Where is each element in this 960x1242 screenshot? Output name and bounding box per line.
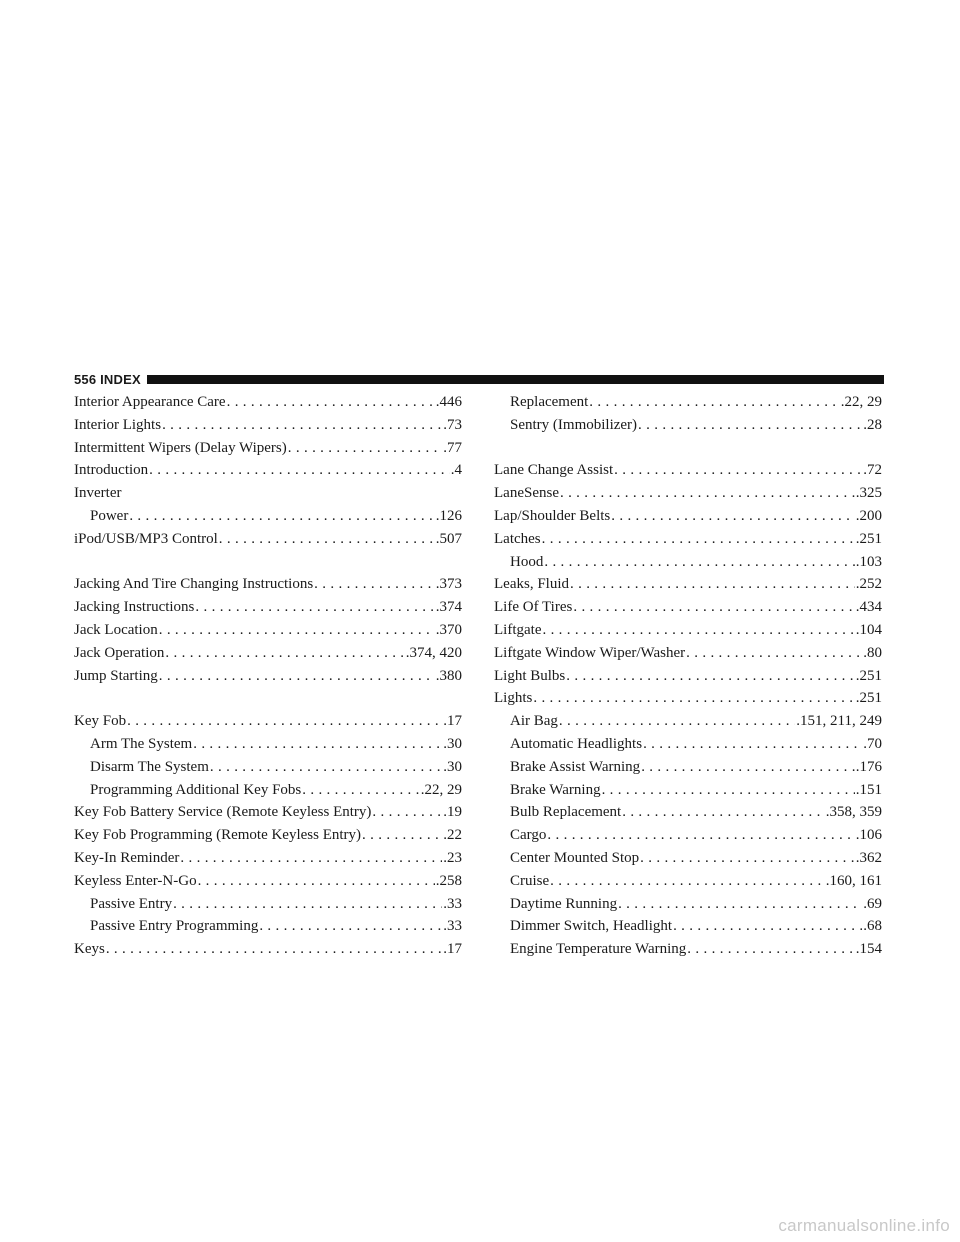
page-header-label bbox=[74, 372, 141, 387]
index-entry bbox=[74, 391, 462, 414]
index-entry bbox=[74, 573, 462, 596]
entry-term: Keyless Enter-N-Go bbox=[74, 872, 197, 889]
entry-gap bbox=[74, 687, 462, 710]
dot-leader bbox=[602, 779, 855, 802]
header-rule bbox=[147, 375, 884, 384]
entry-term: Key Fob bbox=[74, 713, 127, 730]
dot-leader bbox=[673, 915, 862, 938]
dot-leader bbox=[193, 733, 442, 756]
entry-pages: .30 bbox=[443, 758, 462, 775]
dot-leader bbox=[288, 437, 442, 460]
entry-term: Inverter bbox=[74, 485, 122, 502]
dot-leader bbox=[259, 915, 442, 938]
entry-term: Sentry (Immobilizer) bbox=[510, 416, 638, 433]
entry-term: Arm The System bbox=[90, 735, 193, 752]
index-subentry bbox=[494, 938, 882, 961]
dot-leader bbox=[611, 505, 855, 528]
entry-pages: .200 bbox=[855, 507, 882, 524]
index-entry bbox=[74, 642, 462, 665]
entry-pages: .325 bbox=[855, 485, 882, 502]
index-entry bbox=[74, 414, 462, 437]
page-header bbox=[74, 370, 884, 388]
dot-leader bbox=[559, 710, 795, 733]
index-entry bbox=[74, 482, 462, 505]
entry-term: Lights bbox=[494, 690, 533, 707]
entry-pages: .380 bbox=[435, 667, 462, 684]
entry-term: Light Bulbs bbox=[494, 667, 566, 684]
dot-leader bbox=[542, 619, 854, 642]
dot-leader bbox=[149, 459, 450, 482]
dot-leader bbox=[638, 414, 862, 437]
entry-pages: .104 bbox=[855, 621, 882, 638]
page-number: 556 bbox=[74, 371, 97, 387]
index-entry bbox=[74, 459, 462, 482]
entry-term: Key-In Reminder bbox=[74, 849, 180, 866]
entry-pages: .28 bbox=[863, 416, 882, 433]
index-entry bbox=[494, 459, 882, 482]
entry-pages: .373 bbox=[435, 576, 462, 593]
index-entry bbox=[74, 665, 462, 688]
entry-pages: .77 bbox=[443, 439, 462, 456]
entry-pages: .160, 161 bbox=[825, 872, 882, 889]
index-entry bbox=[494, 573, 882, 596]
dot-leader bbox=[643, 733, 862, 756]
entry-term: Jack Location bbox=[74, 621, 158, 638]
entry-term: Bulb Replacement bbox=[510, 804, 622, 821]
entry-term: Cruise bbox=[510, 872, 550, 889]
index-entry bbox=[74, 847, 462, 870]
index-entry bbox=[494, 665, 882, 688]
entry-pages: .73 bbox=[443, 416, 462, 433]
index-subentry bbox=[74, 733, 462, 756]
entry-term: Replacement bbox=[510, 394, 589, 410]
entry-pages: .23 bbox=[443, 849, 462, 866]
entry-pages: .176 bbox=[855, 758, 882, 775]
dot-leader bbox=[542, 528, 855, 551]
index-entry bbox=[74, 596, 462, 619]
entry-term: Automatic Headlights bbox=[510, 735, 643, 752]
entry-term: Liftgate bbox=[494, 621, 542, 638]
dot-leader bbox=[198, 870, 435, 893]
index-subentry bbox=[494, 824, 882, 847]
section-title: INDEX bbox=[100, 371, 141, 387]
entry-term: Cargo bbox=[510, 827, 547, 844]
dot-leader bbox=[106, 938, 442, 961]
index-subentry bbox=[494, 915, 882, 938]
entry-pages: .17 bbox=[443, 713, 462, 730]
index-subentry bbox=[494, 893, 882, 916]
entry-pages: .22 bbox=[443, 827, 462, 844]
dot-leader bbox=[570, 573, 855, 596]
entry-pages: .70 bbox=[863, 735, 882, 752]
entry-pages: .374, 420 bbox=[405, 644, 462, 661]
entry-term: Jacking And Tire Changing Instructions bbox=[74, 576, 314, 593]
index-entry bbox=[494, 528, 882, 551]
index-entry bbox=[494, 642, 882, 665]
entry-pages: .17 bbox=[443, 941, 462, 958]
entry-term: iPod/USB/MP3 Control bbox=[74, 530, 218, 547]
index-subentry bbox=[494, 414, 882, 437]
entry-pages: .103 bbox=[855, 553, 882, 570]
entry-term: Life Of Tires bbox=[494, 599, 573, 616]
entry-pages: .19 bbox=[443, 804, 462, 821]
dot-leader bbox=[159, 665, 435, 688]
entry-gap bbox=[494, 437, 882, 460]
entry-pages: .151, 211, 249 bbox=[796, 713, 882, 730]
entry-pages: .30 bbox=[443, 735, 462, 752]
entry-pages: .80 bbox=[863, 644, 882, 661]
index-column-left bbox=[74, 391, 462, 961]
entry-pages: .72 bbox=[863, 462, 882, 479]
dot-leader bbox=[618, 893, 862, 916]
dot-leader bbox=[314, 573, 435, 596]
dot-leader bbox=[566, 665, 854, 688]
entry-term: Brake Warning bbox=[510, 781, 601, 798]
entry-term: Liftgate Window Wiper/Washer bbox=[494, 644, 686, 661]
index-subentry bbox=[494, 733, 882, 756]
dot-leader bbox=[372, 801, 442, 824]
entry-term: Latches bbox=[494, 530, 541, 547]
index-subentry bbox=[494, 779, 882, 802]
dot-leader bbox=[547, 824, 854, 847]
index-entry bbox=[74, 437, 462, 460]
dot-leader bbox=[195, 596, 434, 619]
entry-pages: .362 bbox=[855, 849, 882, 866]
entry-pages: .69 bbox=[863, 895, 882, 912]
index-entry bbox=[74, 619, 462, 642]
index-subentry bbox=[74, 505, 462, 528]
dot-leader bbox=[589, 391, 839, 414]
entry-pages: .252 bbox=[855, 576, 882, 593]
index-entry bbox=[74, 528, 462, 551]
index-entry bbox=[74, 710, 462, 733]
dot-leader bbox=[614, 459, 862, 482]
entry-term: Jacking Instructions bbox=[74, 599, 195, 616]
entry-pages: .33 bbox=[443, 895, 462, 912]
dot-leader bbox=[573, 596, 854, 619]
index-entry bbox=[494, 687, 882, 710]
entry-term: Jack Operation bbox=[74, 644, 165, 661]
entry-term: Lap/Shoulder Belts bbox=[494, 507, 611, 524]
entry-pages: .33 bbox=[443, 918, 462, 935]
entry-pages: .434 bbox=[855, 599, 882, 616]
entry-pages: .251 bbox=[855, 690, 882, 707]
index-subentry bbox=[494, 710, 882, 733]
entry-term: Brake Assist Warning bbox=[510, 758, 641, 775]
entry-pages: .251 bbox=[855, 530, 882, 547]
entry-pages: .358, 359 bbox=[825, 804, 882, 821]
index-subentry bbox=[494, 756, 882, 779]
entry-term: Hood bbox=[510, 553, 544, 570]
entry-term: Air Bag bbox=[510, 713, 558, 730]
entry-term: Dimmer Switch, Headlight bbox=[510, 918, 673, 935]
entry-term: Engine Temperature Warning bbox=[510, 941, 687, 958]
entry-term: Intermittent Wipers (Delay Wipers) bbox=[74, 439, 287, 456]
index-subentry bbox=[494, 801, 882, 824]
dot-leader bbox=[180, 847, 442, 870]
entry-pages: .4 bbox=[450, 462, 462, 479]
dot-leader bbox=[129, 505, 434, 528]
index-subentry bbox=[494, 391, 882, 414]
dot-leader bbox=[544, 551, 854, 574]
dot-leader bbox=[165, 642, 404, 665]
index-entry bbox=[74, 938, 462, 961]
index-column-right bbox=[494, 391, 882, 961]
dot-leader bbox=[127, 710, 442, 733]
dot-leader bbox=[219, 528, 435, 551]
entry-pages: .68 bbox=[863, 918, 882, 935]
entry-pages: .151 bbox=[855, 781, 882, 798]
entry-term: Interior Lights bbox=[74, 416, 162, 433]
dot-leader bbox=[640, 847, 855, 870]
dot-leader bbox=[173, 893, 442, 916]
entry-term: Key Fob Programming (Remote Keyless Entry) bbox=[74, 827, 362, 844]
entry-pages: .22, 29 bbox=[840, 394, 882, 410]
entry-pages: .154 bbox=[855, 941, 882, 958]
dot-leader bbox=[641, 756, 855, 779]
entry-term: Programming Additional Key Fobs bbox=[90, 781, 302, 798]
entry-term: Lane Change Assist bbox=[494, 462, 614, 479]
index-entry bbox=[74, 801, 462, 824]
entry-term: Passive Entry Programming bbox=[90, 918, 259, 935]
dot-leader bbox=[302, 779, 420, 802]
index-subentry bbox=[74, 756, 462, 779]
entry-term: Power bbox=[90, 507, 129, 524]
index-entry bbox=[494, 619, 882, 642]
dot-leader bbox=[210, 756, 442, 779]
index-subentry bbox=[494, 847, 882, 870]
index-subentry bbox=[494, 870, 882, 893]
watermark: carmanualsonline.info bbox=[778, 1216, 950, 1235]
dot-leader bbox=[560, 482, 855, 505]
entry-term: Jump Starting bbox=[74, 667, 158, 684]
entry-term: Disarm The System bbox=[90, 758, 209, 775]
entry-term: Center Mounted Stop bbox=[510, 849, 640, 866]
index-entry bbox=[74, 824, 462, 847]
index-subentry bbox=[494, 551, 882, 574]
dot-leader bbox=[162, 414, 442, 437]
entry-term: Passive Entry bbox=[90, 895, 173, 912]
entry-pages: .446 bbox=[435, 394, 462, 410]
entry-term: Interior Appearance Care bbox=[74, 394, 226, 410]
dot-leader bbox=[362, 824, 442, 847]
index-entry bbox=[494, 596, 882, 619]
entry-pages: .374 bbox=[435, 599, 462, 616]
dot-leader bbox=[533, 687, 854, 710]
dot-leader bbox=[550, 870, 825, 893]
index-entry bbox=[494, 482, 882, 505]
index-subentry bbox=[74, 893, 462, 916]
dot-leader bbox=[622, 801, 825, 824]
index-entry bbox=[494, 505, 882, 528]
entry-gap bbox=[74, 551, 462, 574]
entry-term: Keys bbox=[74, 941, 105, 958]
dot-leader bbox=[227, 391, 435, 414]
entry-pages: .251 bbox=[855, 667, 882, 684]
entry-term: Introduction bbox=[74, 462, 149, 479]
dot-leader bbox=[159, 619, 435, 642]
entry-term: Leaks, Fluid bbox=[494, 576, 569, 593]
entry-term: Daytime Running bbox=[510, 895, 618, 912]
entry-term: Key Fob Battery Service (Remote Keyless Entry) bbox=[74, 804, 372, 821]
entry-pages: .126 bbox=[435, 507, 462, 524]
entry-term: LaneSense bbox=[494, 485, 559, 502]
entry-pages: .22, 29 bbox=[420, 781, 462, 798]
index-subentry bbox=[74, 915, 462, 938]
entry-pages: .258 bbox=[435, 872, 462, 889]
entry-pages: .106 bbox=[855, 827, 882, 844]
dot-leader bbox=[687, 938, 854, 961]
entry-pages: .370 bbox=[435, 621, 462, 638]
dot-leader bbox=[686, 642, 862, 665]
index-entry bbox=[74, 870, 462, 893]
entry-pages: .507 bbox=[435, 530, 462, 547]
index-subentry bbox=[74, 779, 462, 802]
